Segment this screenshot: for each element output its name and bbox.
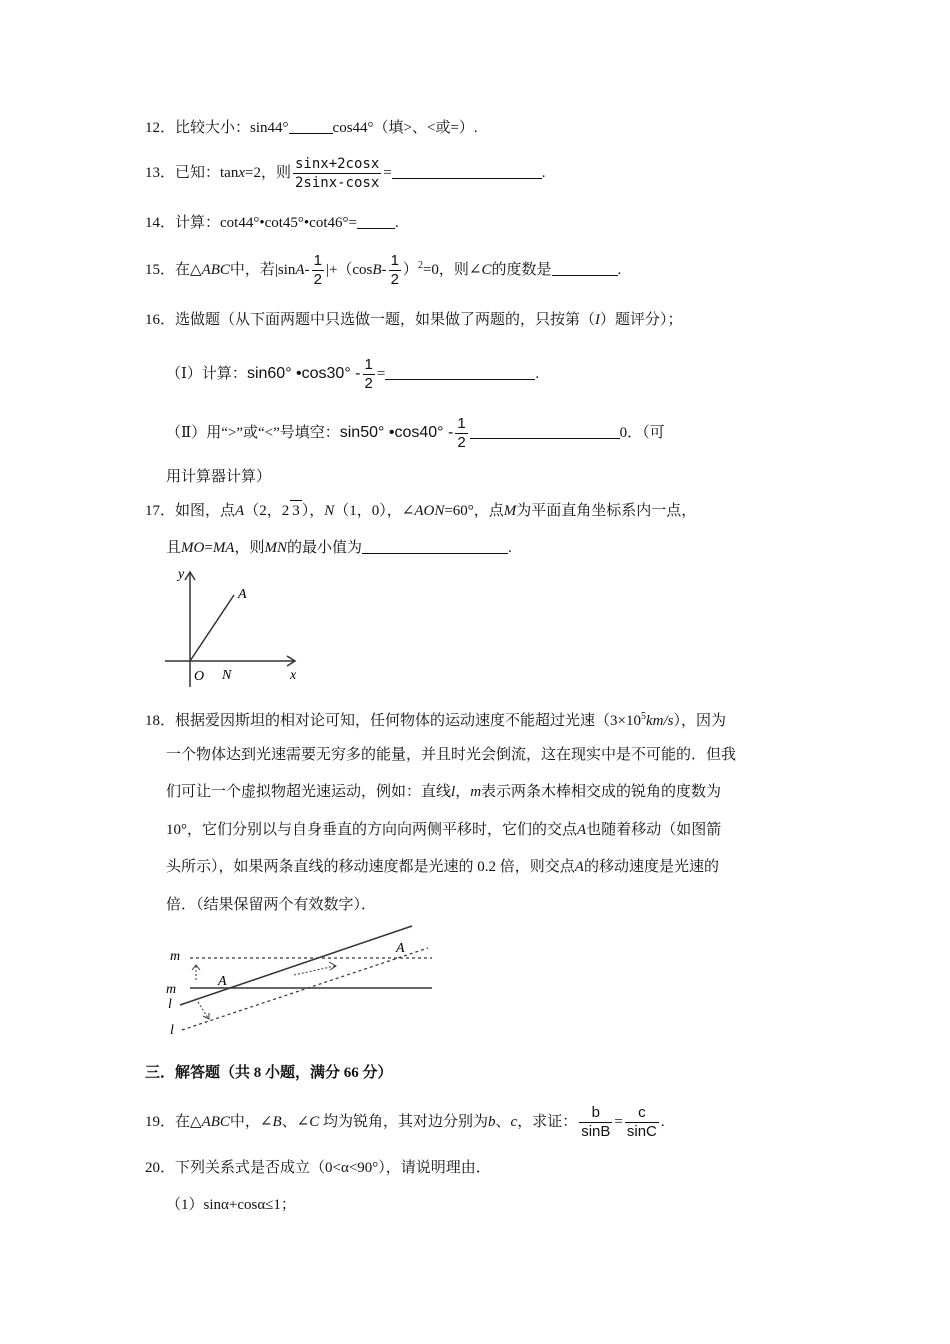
label-m-bottom: m (166, 982, 177, 997)
answer-blank[interactable] (385, 365, 535, 380)
question-16-part-1: （Ⅰ）计算：sin60° •cos30° - $\frac{1}{2}$ = . (166, 356, 540, 392)
section-title: 三．解答题（共 8 小题，满分 66 分） (145, 1065, 393, 1081)
label-n: N (222, 668, 232, 683)
question-16-continuation: 用计算器计算） (166, 469, 272, 485)
label-a: A (238, 587, 247, 602)
fraction-half: $\frac{1}{2}$ (364, 356, 373, 392)
label-l-bottom: l (170, 1023, 174, 1038)
label-y: y (178, 567, 185, 582)
segment-oa (190, 595, 234, 661)
answer-blank[interactable] (392, 164, 542, 179)
question-20-part-1: （1）sinα+cosα≤1； (166, 1197, 296, 1213)
question-18-line-6: 倍．（结果保留两个有效数字）． (166, 897, 377, 913)
arrow-down-head (203, 1013, 209, 1019)
question-13: 13．已知：tanx=2，则 $\frac{\sin x+2\cos x}{2\sin x-\cos x}$ = . (145, 156, 546, 191)
question-17: 17．如图，点A（2，2 3 ），N（1，0），∠AON=60°，点M为平面直角坐标系内一点， (145, 500, 696, 521)
fraction-half: $\frac{1}{2}$ (313, 252, 322, 288)
answer-blank[interactable] (552, 261, 618, 276)
moving-lines-figure (160, 922, 445, 1040)
line-l-moved (182, 948, 428, 1030)
answer-blank[interactable] (362, 539, 508, 554)
answer-blank[interactable] (357, 214, 395, 229)
fraction-c-sinc: $\frac{c}{\sin C}$ (626, 1104, 657, 1140)
question-15: 15．在△ABC中，若|sinA- $\frac{1}{2}$ |+（cosB- $\frac{1}{2}$ ）$^2$=0，则∠C的度数是 . (145, 252, 622, 288)
question-17-line-2: 且MO=MA，则MN的最小值为 . (166, 540, 512, 556)
question-16-part-2: （Ⅱ）用“>”或“<”号填空：sin50° •cos40° - $\frac{1}{2}$ 0．（可 (166, 415, 665, 451)
question-20: 20．下列关系式是否成立（0<α<90°），请说明理由． (145, 1160, 491, 1176)
arrow-right (294, 966, 335, 975)
question-18-line-3: 们可让一个虚拟物超光速运动，例如：直线l，m表示两条木棒相交成的锐角的度数为 (166, 784, 722, 800)
question-18: 18．根据爱因斯坦的相对论可知，任何物体的运动速度不能超过光速$(3\times 10^5km/s)$，因为 (145, 711, 726, 729)
fraction-half: $\frac{1}{2}$ (390, 252, 399, 288)
label-a-left: A (218, 974, 227, 989)
arrow-down (198, 1002, 208, 1018)
coordinate-figure (160, 562, 310, 692)
fraction-half: $\frac{1}{2}$ (457, 415, 466, 451)
label-a-right: A (396, 941, 405, 956)
question-12: 12．比较大小：sin44° cos44°（填>、<或=）. (145, 120, 478, 136)
label-o: O (194, 669, 205, 684)
answer-blank[interactable] (289, 119, 333, 134)
question-19: 19．在△ABC中，∠B、∠C 均为锐角，其对边分别为b、c，求证： $\frac{b}{\sin B}$ = $\frac{c}{\sin C}$ . (145, 1104, 665, 1140)
fraction: $\frac{\sin x+2\cos x}{2\sin x-\cos x}$ (294, 156, 380, 191)
answer-blank[interactable] (470, 424, 620, 439)
label-x: x (290, 668, 297, 683)
label-l-top: l (168, 997, 172, 1012)
label-m-top: m (170, 949, 181, 964)
question-16: 16．选做题（从下面两题中只选做一题，如果做了两题的，只按第（I）题评分）； (145, 312, 683, 328)
question-18-line-4: 10°，它们分别以与自身垂直的方向向两侧平移时，它们的交点A也随着移动（如图箭 (166, 822, 722, 838)
question-18-line-2: 一个物体达到光速需要无穷多的能量，并且时光会倒流，这在现实中是不可能的．但我 (166, 747, 737, 763)
question-18-line-5: 头所示），如果两条直线的移动速度都是光速的 0.2 倍，则交点A的移动速度是光速的 (166, 859, 719, 875)
question-14: 14．计算：cot44°•cot45°•cot46°= . (145, 215, 399, 231)
fraction-b-sinb: $\frac{b}{\sin B}$ (581, 1104, 611, 1140)
